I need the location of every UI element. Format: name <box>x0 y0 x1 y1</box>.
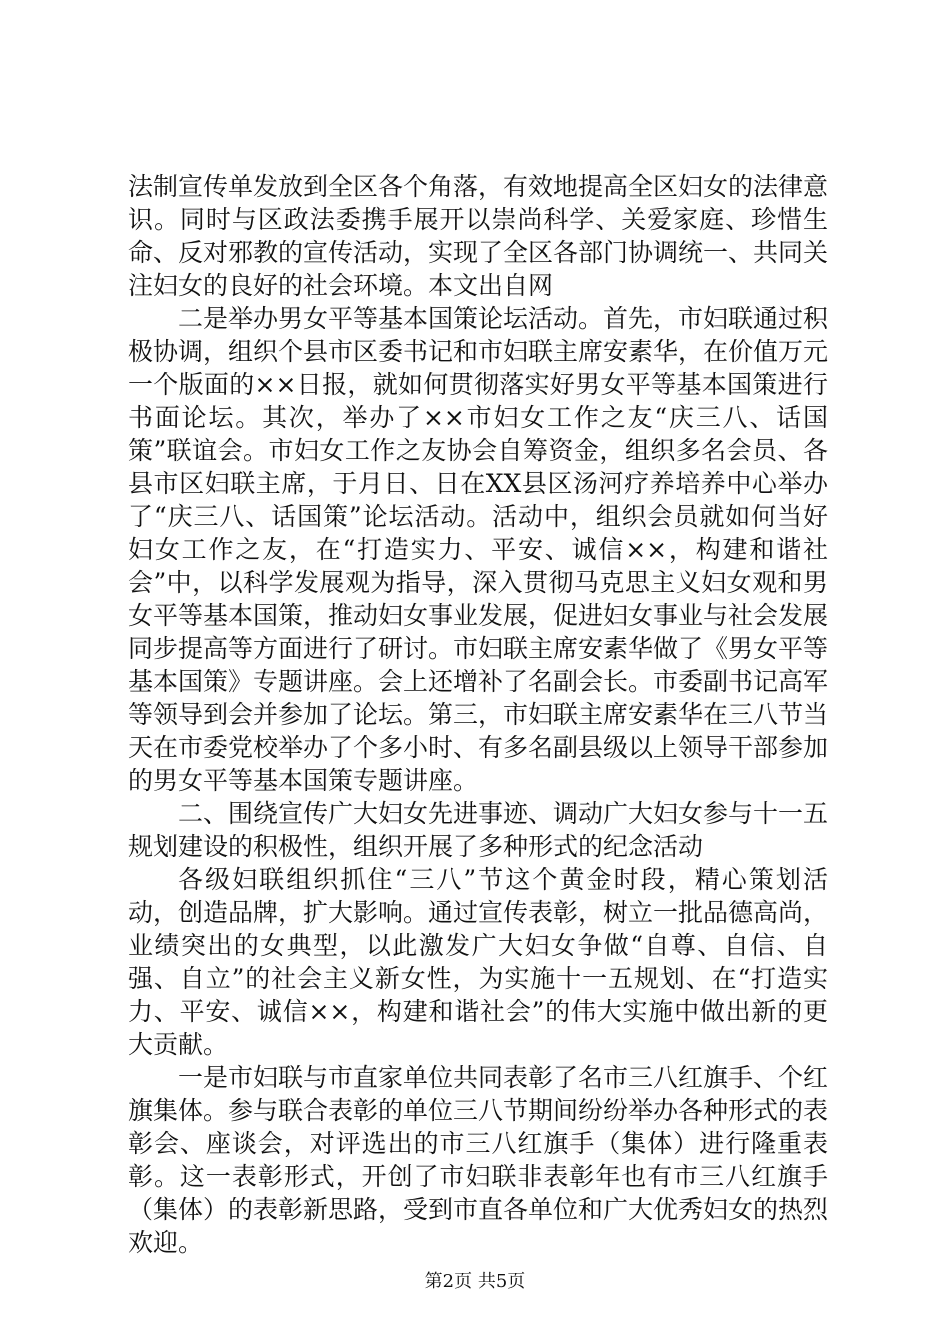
paragraph-continued: 法制宣传单发放到全区各个角落，有效地提高全区妇女的法律意识。同时与区政法委携手展开以崇尚科学、关爱家庭、珍惜生命、反对邪教的宣传活动，实现了全区各部门协调统一、共同关注妇女的良好的社会环境。本文出自网 <box>128 172 829 300</box>
paragraph-forum-activity: 二是举办男女平等基本国策论坛活动。首先，市妇联通过积极协调，组织个县市区委书记和市妇联主席安素华，在价值万元一个版面的××日报，就如何贯彻落实好男女平等基本国策进行书面论坛。其次，举办了××市妇女工作之友“庆三八、话国策”联谊会。市妇女工作之友协会自筹资金，组织多名会员、各县市区妇联主席，于月日、日在XX县区汤河疗养培养中心举办了“庆三八、话国策”论坛活动。活动中，组织会员就如何当好妇女工作之友，在“打造实力、平安、诚信××，构建和谐社会”中，以科学发展观为指导，深入贯彻马克思主义妇女观和男女平等基本国策，推动妇女事业发展，促进妇女事业与社会发展同步提高等方面进行了研讨。市妇联主席安素华做了《男女平等基本国策》专题讲座。会上还增补了名副会长。市委副书记高军等领导到会并参加了论坛。第三，市妇联主席安素华在三八节当天在市委党校举办了个多小时、有多名副县级以上领导干部参加的男女平等基本国策专题讲座。 <box>128 304 829 795</box>
section-heading: 二、围绕宣传广大妇女先进事迹、调动广大妇女参与十一五规划建设的积极性，组织开展了多种形式的纪念活动 <box>128 799 829 861</box>
paragraph-commemoration: 各级妇联组织抓住“三八”节这个黄金时段，精心策划活动，创造品牌，扩大影响。通过宣传表彰，树立一批品德高尚，业绩突出的女典型，以此激发广大妇女争做“自尊、自信、自强、自立”的社会主义新女性，为实施十一五规划、在“打造实力、平安、诚信××，构建和谐社会”的伟大实施中做出新的更大贡献。 <box>128 865 829 1059</box>
paragraph-commendation: 一是市妇联与市直家单位共同表彰了名市三八红旗手、个红旗集体。参与联合表彰的单位三八节期间纷纷举办各种形式的表彰会、座谈会，对评选出的市三八红旗手（集体）进行隆重表彰。这一表彰形式，开创了市妇联非表彰年也有市三八红旗手（集体）的表彰新思路，受到市直各单位和广大优秀妇女的热烈欢迎。 <box>128 1063 829 1257</box>
page-number: 第2页 共5页 <box>424 1271 526 1292</box>
document-body <box>128 170 828 1259</box>
